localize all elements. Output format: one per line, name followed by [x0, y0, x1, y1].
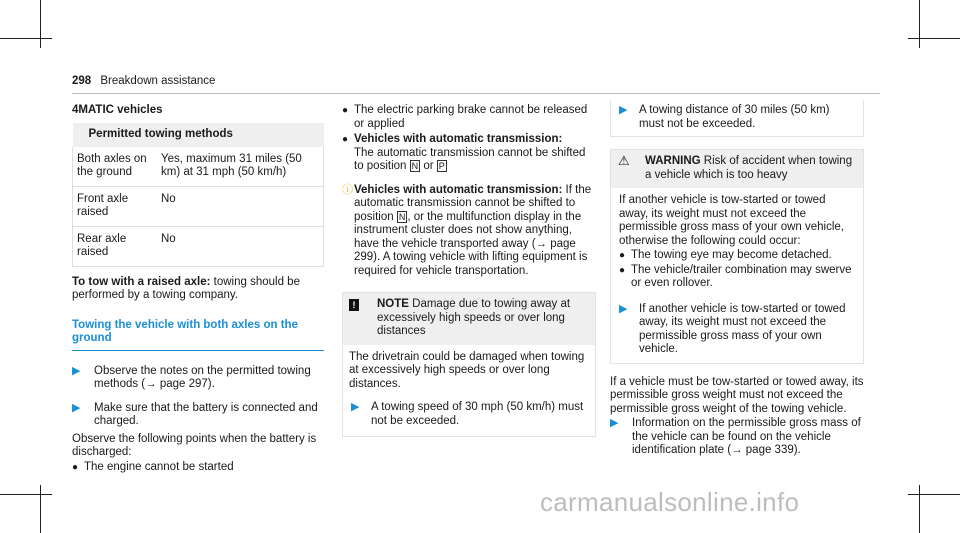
list-item — [342, 104, 594, 131]
list-item — [72, 461, 324, 475]
note-body: The drivetrain could be damaged when towing at excessively high speeds or over long distances. — [349, 350, 585, 390]
header-rule — [72, 93, 880, 94]
note-header — [343, 293, 595, 345]
info-label: Vehicles with automatic transmission: — [354, 183, 563, 196]
subsection-heading: Towing the vehicle with both axles on the ground — [72, 319, 324, 351]
table-cell-value: Yes, maximum 31 miles (50 km) at 31 mph (50 km/h) — [161, 147, 324, 187]
bullet-icon: ● — [342, 105, 349, 116]
step-text: Make sure that the battery is connected and charged. — [94, 401, 318, 427]
step-arrow-icon: ▶ — [619, 104, 628, 116]
step-arrow-icon: ▶ — [351, 401, 360, 413]
gear-n-icon: N — [411, 161, 419, 171]
raised-axle-label: To tow with a raised axle: — [72, 275, 211, 288]
list-text: The engine cannot be started — [84, 460, 234, 473]
watermark: carmanualsonline.info — [540, 487, 800, 517]
crop-mark — [40, 485, 41, 533]
page-number: 298 — [72, 75, 92, 87]
bullet-icon: ● — [342, 134, 349, 145]
list-text: The automatic transmission cannot be shifted to position — [354, 146, 586, 172]
table-row — [73, 186, 324, 226]
info-step — [610, 417, 864, 458]
note-header-text: Damage due to towing away at excessively high speeds or over long distances — [377, 298, 571, 337]
step-arrow-icon: ▶ — [610, 417, 619, 429]
info-text: If the automatic transmission cannot be shifted to position — [354, 183, 592, 223]
list-label: Vehicles with automatic transmission: — [354, 133, 563, 145]
warning-box — [610, 149, 864, 364]
list-text: The electric parking brake cannot be released or applied — [354, 104, 588, 130]
step-item — [72, 402, 324, 429]
warning-header-text: Risk of accident when towing a vehicle which is too heavy — [645, 155, 853, 181]
step-item — [611, 100, 863, 136]
table-cell-label: Rear axle raised — [73, 226, 162, 266]
table-header: Permitted towing methods — [73, 123, 324, 147]
exclamation-icon: ! — [349, 299, 359, 311]
warning-title: WARNING — [645, 155, 701, 167]
section-title: Breakdown assistance — [100, 75, 216, 87]
step-item — [611, 291, 863, 363]
step-arrow-icon: ▶ — [619, 302, 628, 315]
list-item — [342, 133, 594, 174]
towing-paragraph: If a vehicle must be tow-started or towed away, its permissible gross weight must not exceed the permissible gross weight of the towing vehicle. — [610, 375, 864, 415]
table-cell-label: Front axle raised — [73, 186, 162, 226]
step-text: A towing distance of 30 miles (50 km) must not be exceeded. — [639, 104, 830, 130]
step-arrow-icon: ▶ — [72, 401, 81, 414]
crop-mark — [908, 494, 960, 495]
table-cell-value: No — [161, 226, 324, 266]
crop-mark — [40, 0, 41, 48]
crop-mark — [908, 38, 960, 39]
table-row — [73, 226, 324, 266]
bullet-icon: ● — [619, 250, 626, 261]
table-header-row — [73, 123, 324, 147]
page-header — [72, 75, 215, 89]
warning-header — [611, 150, 863, 188]
step-text: A towing speed of 30 mph (50 km/h) must not be exceeded. — [371, 401, 584, 427]
table-cell-value: No — [161, 186, 324, 226]
left-column — [72, 104, 324, 474]
middle-column — [342, 104, 594, 437]
warning-body: If another vehicle is tow-started or towed away, its weight must not exceed the permissible gross mass of your own vehicle, otherwise the following could occur: — [619, 194, 844, 247]
crop-mark — [0, 38, 52, 39]
step-item — [343, 395, 595, 436]
step-text: If another vehicle is tow-started or towed away, its weight must not exceed the permissible gross mass of your own vehicle. — [639, 302, 846, 355]
info-text-cont: , or the multifunction display in the instrument cluster does not show anything, have the vehicle transported away (→ page 299). A towing vehicle with lifting equipment is required for vehicle transportation. — [354, 210, 588, 277]
step-text: Observe the notes on the permitted towing methods (→ page 297). — [94, 364, 311, 390]
crop-mark — [919, 485, 920, 533]
section-heading: 4MATIC vehicles — [72, 104, 163, 116]
raised-axle-paragraph — [72, 276, 324, 303]
list-item — [619, 264, 863, 291]
info-icon: ⓘ — [342, 183, 353, 196]
raised-axle-text: towing should be performed by a towing company. — [72, 275, 300, 301]
table-cell-label: Both axles on the ground — [73, 147, 162, 187]
continued-box — [610, 100, 864, 137]
crop-mark — [0, 494, 52, 495]
table-row — [73, 147, 324, 187]
warning-triangle-icon: ⚠ — [618, 153, 630, 168]
towing-methods-table — [72, 123, 324, 267]
step-arrow-icon: ▶ — [72, 364, 81, 377]
bullet-icon: ● — [619, 264, 626, 276]
crop-mark — [919, 0, 920, 48]
step-item — [72, 365, 324, 392]
list-text: The vehicle/trailer combination may swerve or even rollover. — [631, 263, 852, 289]
list-item — [619, 249, 863, 263]
info-step-text: Information on the permissible gross mass of the vehicle can be found on the vehicle identification plate (→ page 339). — [632, 417, 861, 456]
list-text: The towing eye may become detached. — [631, 249, 832, 261]
info-block — [342, 184, 594, 279]
note-title: NOTE — [377, 298, 409, 310]
list-text-or: or — [423, 160, 434, 172]
right-column — [610, 100, 864, 458]
observe-paragraph: Observe the following points when the battery is discharged: — [72, 432, 317, 458]
gear-p-icon: P — [438, 161, 445, 171]
gear-n-icon: N — [398, 211, 406, 222]
bullet-icon: ● — [72, 461, 79, 473]
note-box — [342, 292, 596, 437]
